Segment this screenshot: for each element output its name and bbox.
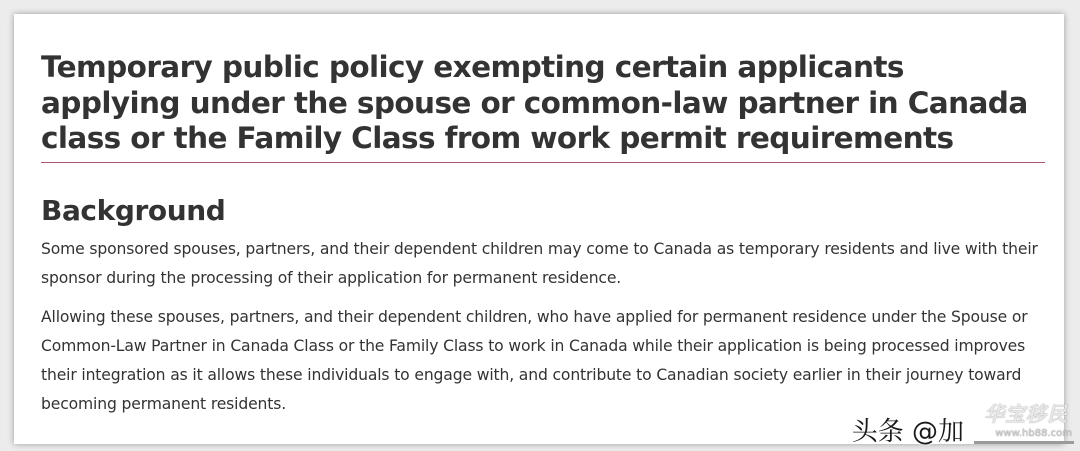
paragraph: Some sponsored spouses, partners, and their dependent children may come to Canada as temporary residents and live with their sponsor during the processing of their application for permanent residence. [41, 239, 1038, 287]
watermark-logo-text: 华宝移民 [984, 402, 1068, 426]
watermark-logo-url: www.hb88.com [995, 428, 1072, 439]
watermark-logo-bar [974, 441, 1074, 444]
watermark [852, 403, 1074, 449]
paragraph: Allowing these spouses, partners, and their dependent children, who have applied for permanent residence under the Spouse or Common-Law Partner in Canada Class or the Family Class to work in Canada while their application is being processed improves their integration as it allows these individuals to engage with, and contribute to Canadian society earlier in their journey toward becoming permanent residents. [41, 307, 1028, 413]
article-content [41, 50, 1045, 419]
watermark-text: 头条 @加 [851, 417, 964, 447]
document-card [14, 14, 1064, 444]
title-divider [41, 162, 1045, 163]
section-heading: Background [41, 193, 226, 227]
watermark-logo [966, 403, 1074, 449]
page-title: Temporary public policy exempting certain applicants applying under the spouse or common-law partner in Canada class or the Family Class from work permit requirements [41, 50, 1028, 155]
